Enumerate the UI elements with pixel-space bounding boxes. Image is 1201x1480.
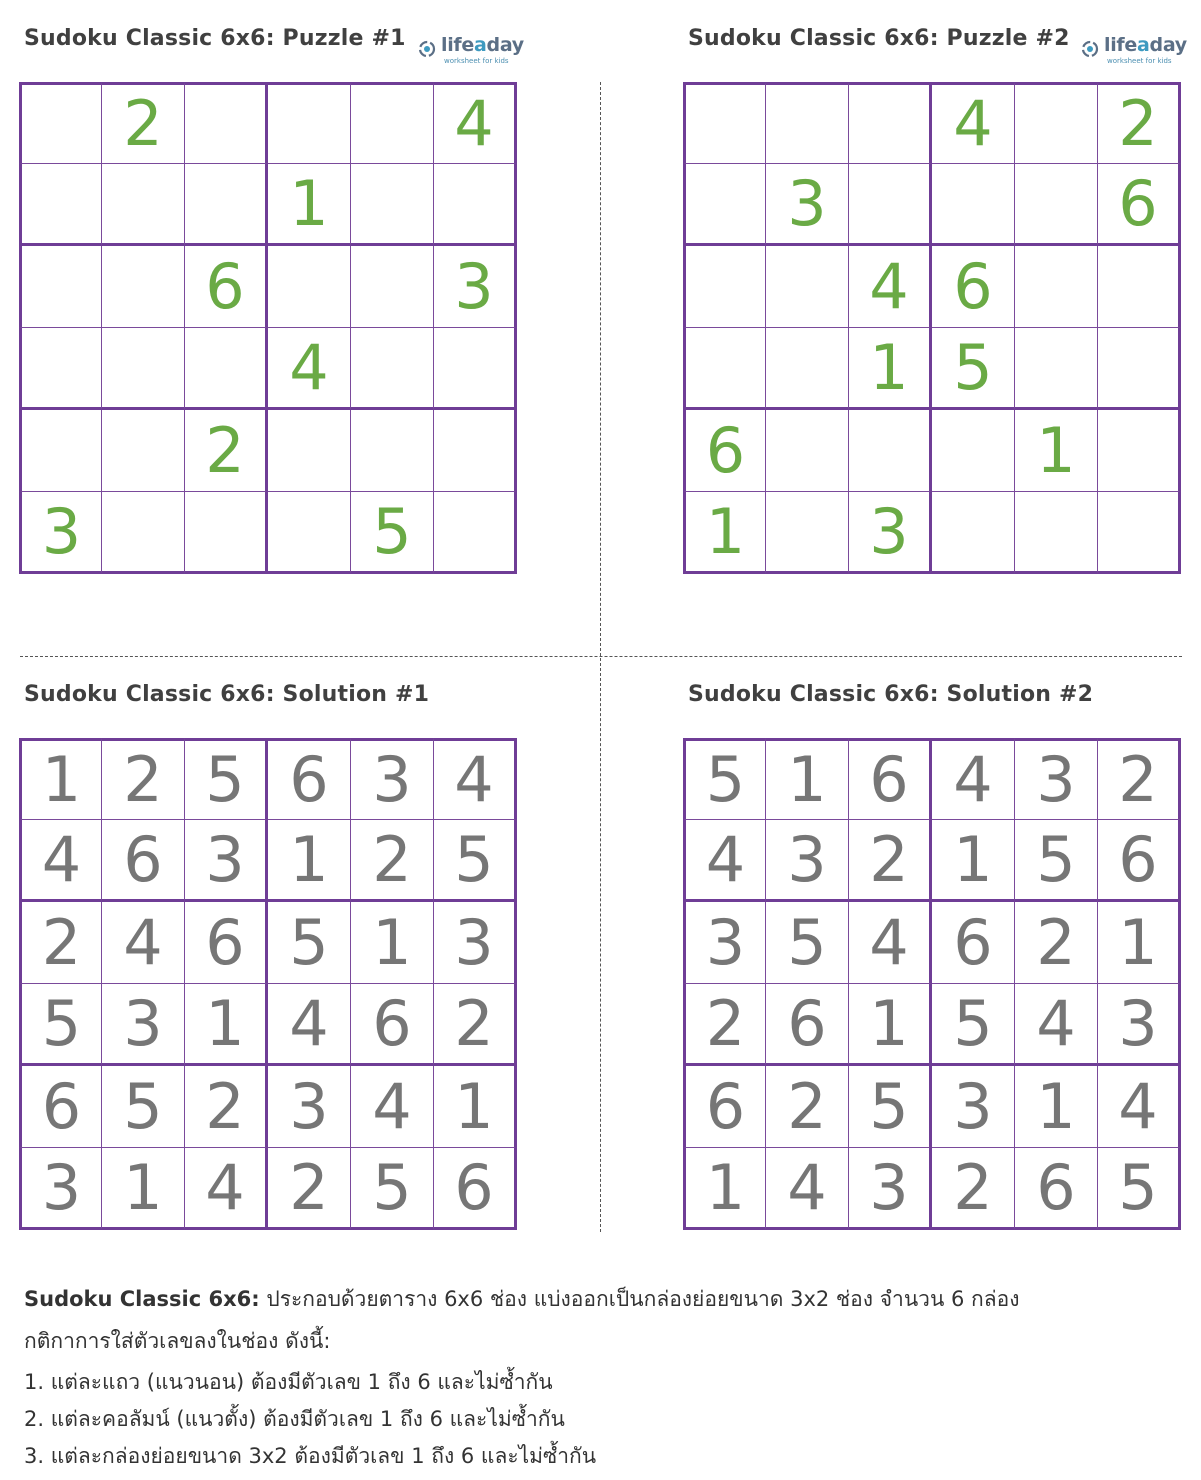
grid-cell[interactable]	[268, 492, 351, 574]
grid-cell: 1	[766, 738, 849, 820]
grid-cell[interactable]	[268, 246, 351, 328]
grid-cell: 5	[434, 820, 517, 902]
grid-cell: 2	[849, 820, 932, 902]
grid-cell: 5	[1015, 820, 1098, 902]
grid-cell[interactable]	[1015, 164, 1098, 246]
grid-cell: 6	[185, 246, 268, 328]
grid-cell[interactable]	[19, 164, 102, 246]
grid-cell: 5	[185, 738, 268, 820]
grid-cell: 4	[766, 1148, 849, 1230]
grid-cell[interactable]	[932, 164, 1015, 246]
lifeaday-logo	[1079, 34, 1187, 70]
grid-cell[interactable]	[683, 246, 766, 328]
grid-cell: 3	[683, 902, 766, 984]
grid-cell[interactable]	[849, 410, 932, 492]
grid-cell: 5	[932, 328, 1015, 410]
grid-cell[interactable]	[19, 328, 102, 410]
grid-cell: 5	[102, 1066, 185, 1148]
grid-cell: 4	[268, 328, 351, 410]
logo-wordmark: lifeaday	[441, 34, 524, 56]
grid-cell: 2	[185, 1066, 268, 1148]
grid-cell[interactable]	[185, 82, 268, 164]
grid-cell[interactable]	[434, 410, 517, 492]
grid-cell[interactable]	[683, 82, 766, 164]
grid-cell: 6	[434, 1148, 517, 1230]
grid-cell: 4	[185, 1148, 268, 1230]
grid-cell[interactable]	[766, 492, 849, 574]
grid-cell[interactable]	[268, 410, 351, 492]
grid-cell: 2	[766, 1066, 849, 1148]
grid-cell: 6	[849, 738, 932, 820]
grid-cell: 3	[849, 492, 932, 574]
grid-cell: 1	[683, 1148, 766, 1230]
grid-cell[interactable]	[351, 82, 434, 164]
grid-cell: 6	[102, 820, 185, 902]
grid-cell: 4	[434, 82, 517, 164]
grid-cell: 2	[19, 902, 102, 984]
rules-intro: กติกาการใส่ตัวเลขลงในช่อง ดังนี้:	[24, 1329, 331, 1353]
grid-cell: 5	[351, 492, 434, 574]
grid-cell: 6	[268, 738, 351, 820]
description-intro	[24, 1280, 1184, 1322]
grid-cell: 5	[19, 984, 102, 1066]
grid-cell: 2	[1098, 82, 1181, 164]
logo-tagline: worksheet for kids	[444, 57, 509, 65]
puzzle-1-grid	[19, 82, 517, 574]
grid-cell[interactable]	[766, 410, 849, 492]
grid-cell: 4	[1098, 1066, 1181, 1148]
grid-cell[interactable]	[19, 410, 102, 492]
grid-cell[interactable]	[1098, 246, 1181, 328]
grid-cell[interactable]	[849, 82, 932, 164]
grid-cell: 3	[19, 1148, 102, 1230]
grid-cell: 5	[351, 1148, 434, 1230]
grid-cell: 3	[434, 246, 517, 328]
solution-2-title: Sudoku Classic 6x6: Solution #2	[688, 682, 1094, 707]
grid-cell: 3	[185, 820, 268, 902]
grid-cell: 4	[434, 738, 517, 820]
grid-cell: 5	[1098, 1148, 1181, 1230]
grid-cell: 6	[1098, 820, 1181, 902]
grid-cell: 3	[1098, 984, 1181, 1066]
grid-cell[interactable]	[766, 328, 849, 410]
grid-cell: 2	[268, 1148, 351, 1230]
grid-cell: 6	[1015, 1148, 1098, 1230]
grid-cell: 5	[268, 902, 351, 984]
grid-cell[interactable]	[19, 82, 102, 164]
grid-cell[interactable]	[1098, 410, 1181, 492]
grid-cell[interactable]	[1098, 328, 1181, 410]
logo-tagline: worksheet for kids	[1107, 57, 1172, 65]
description	[24, 1280, 1184, 1475]
grid-cell: 3	[766, 164, 849, 246]
grid-cell: 4	[932, 738, 1015, 820]
grid-cell: 6	[683, 410, 766, 492]
grid-cell[interactable]	[1015, 82, 1098, 164]
grid-cell[interactable]	[683, 328, 766, 410]
grid-cell: 3	[932, 1066, 1015, 1148]
grid-cell[interactable]	[185, 164, 268, 246]
grid-cell: 3	[351, 738, 434, 820]
lifeaday-logo-icon	[1079, 38, 1101, 60]
logo-wordmark: lifeaday	[1104, 34, 1187, 56]
grid-cell[interactable]	[683, 164, 766, 246]
grid-cell: 2	[434, 984, 517, 1066]
grid-cell: 6	[932, 246, 1015, 328]
solution-1-grid	[19, 738, 517, 1230]
grid-cell: 1	[19, 738, 102, 820]
grid-cell: 4	[932, 82, 1015, 164]
lifeaday-logo-icon	[416, 38, 438, 60]
grid-cell: 6	[19, 1066, 102, 1148]
grid-cell[interactable]	[351, 246, 434, 328]
grid-cell: 3	[268, 1066, 351, 1148]
grid-cell[interactable]	[932, 492, 1015, 574]
description-intro-text: ประกอบด้วยตาราง 6x6 ช่อง แบ่งออกเป็นกล่องย่อยขนาด 3x2 ช่อง จำนวน 6 กล่อง	[266, 1287, 1020, 1311]
grid-cell: 6	[766, 984, 849, 1066]
grid-cell[interactable]	[351, 164, 434, 246]
grid-cell[interactable]	[102, 410, 185, 492]
description-heading: Sudoku Classic 6x6:	[24, 1287, 260, 1311]
puzzle-1-title: Sudoku Classic 6x6: Puzzle #1	[24, 26, 406, 51]
grid-cell: 4	[683, 820, 766, 902]
grid-cell: 4	[849, 902, 932, 984]
puzzle-2-grid	[683, 82, 1181, 574]
grid-cell: 1	[932, 820, 1015, 902]
grid-cell[interactable]	[185, 492, 268, 574]
grid-cell[interactable]	[434, 492, 517, 574]
grid-cell: 2	[102, 82, 185, 164]
grid-cell[interactable]	[434, 328, 517, 410]
grid-cell: 4	[102, 902, 185, 984]
lifeaday-logo	[416, 34, 524, 70]
grid-cell: 1	[268, 164, 351, 246]
grid-cell[interactable]	[351, 410, 434, 492]
puzzle-2-title: Sudoku Classic 6x6: Puzzle #2	[688, 26, 1070, 51]
grid-cell[interactable]	[849, 164, 932, 246]
grid-cell: 1	[351, 902, 434, 984]
grid-cell: 1	[1015, 1066, 1098, 1148]
grid-cell[interactable]	[932, 410, 1015, 492]
grid-cell: 3	[19, 492, 102, 574]
grid-cell: 6	[1098, 164, 1181, 246]
horizontal-cut-line	[20, 656, 1182, 657]
grid-cell: 1	[185, 984, 268, 1066]
grid-cell: 4	[1015, 984, 1098, 1066]
rule-item: 1. แต่ละแถว (แนวนอน) ต้องมีตัวเลข 1 ถึง 6 และไม่ซ้ำกัน	[24, 1370, 553, 1394]
grid-cell: 2	[102, 738, 185, 820]
grid-cell: 3	[434, 902, 517, 984]
grid-cell: 4	[849, 246, 932, 328]
grid-cell: 1	[849, 328, 932, 410]
solution-1-title: Sudoku Classic 6x6: Solution #1	[24, 682, 430, 707]
grid-cell: 3	[766, 820, 849, 902]
grid-cell[interactable]	[19, 246, 102, 328]
grid-cell[interactable]	[1015, 246, 1098, 328]
grid-cell: 2	[932, 1148, 1015, 1230]
grid-cell[interactable]	[351, 328, 434, 410]
grid-cell: 2	[1015, 902, 1098, 984]
grid-cell: 2	[683, 984, 766, 1066]
grid-cell: 3	[1015, 738, 1098, 820]
grid-cell: 2	[351, 820, 434, 902]
grid-cell: 1	[1015, 410, 1098, 492]
grid-cell[interactable]	[1015, 328, 1098, 410]
grid-cell[interactable]	[434, 164, 517, 246]
grid-cell: 2	[185, 410, 268, 492]
grid-cell: 1	[102, 1148, 185, 1230]
grid-cell: 1	[683, 492, 766, 574]
grid-cell[interactable]	[185, 328, 268, 410]
grid-cell[interactable]	[102, 328, 185, 410]
grid-cell: 1	[849, 984, 932, 1066]
grid-cell: 3	[102, 984, 185, 1066]
grid-cell: 5	[932, 984, 1015, 1066]
grid-cell[interactable]	[102, 164, 185, 246]
grid-cell[interactable]	[268, 82, 351, 164]
grid-cell: 6	[351, 984, 434, 1066]
grid-cell: 3	[849, 1148, 932, 1230]
rule-item: 3. แต่ละกล่องย่อยขนาด 3x2 ต้องมีตัวเลข 1 ถึง 6 และไม่ซ้ำกัน	[24, 1444, 597, 1468]
grid-cell[interactable]	[102, 246, 185, 328]
grid-cell[interactable]	[1098, 492, 1181, 574]
grid-cell: 5	[683, 738, 766, 820]
grid-cell: 1	[434, 1066, 517, 1148]
solution-2-grid	[683, 738, 1181, 1230]
grid-cell: 2	[1098, 738, 1181, 820]
grid-cell: 6	[185, 902, 268, 984]
grid-cell[interactable]	[1015, 492, 1098, 574]
grid-cell: 4	[19, 820, 102, 902]
rule-item: 2. แต่ละคอลัมน์ (แนวตั้ง) ต้องมีตัวเลข 1 ถึง 6 และไม่ซ้ำกัน	[24, 1407, 565, 1431]
grid-cell[interactable]	[766, 246, 849, 328]
grid-cell: 4	[268, 984, 351, 1066]
grid-cell[interactable]	[102, 492, 185, 574]
grid-cell[interactable]	[766, 82, 849, 164]
grid-cell: 5	[766, 902, 849, 984]
grid-cell: 6	[932, 902, 1015, 984]
grid-cell: 1	[1098, 902, 1181, 984]
grid-cell: 1	[268, 820, 351, 902]
grid-cell: 5	[849, 1066, 932, 1148]
grid-cell: 6	[683, 1066, 766, 1148]
vertical-cut-line	[600, 82, 601, 1232]
grid-cell: 4	[351, 1066, 434, 1148]
